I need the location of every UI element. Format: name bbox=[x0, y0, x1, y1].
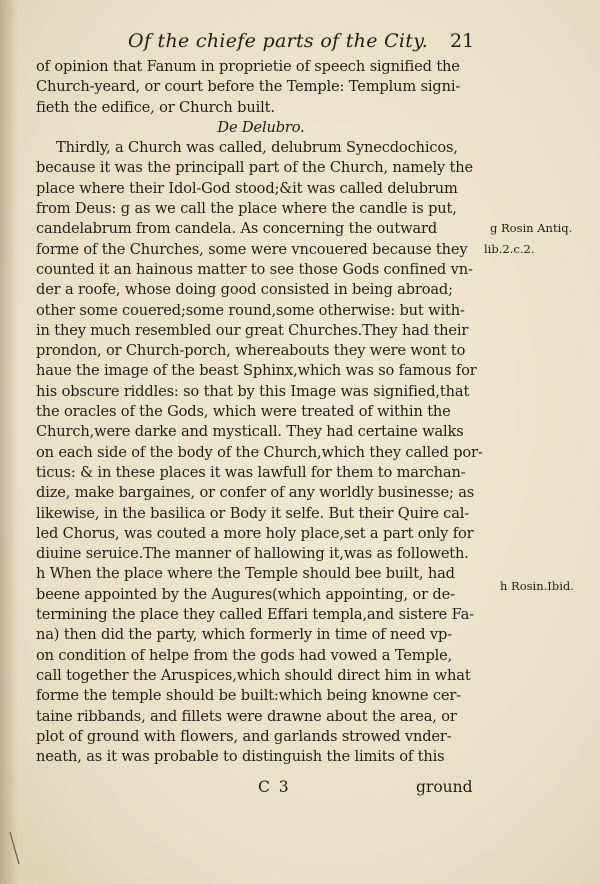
text-line: likewise, in the basilica or Body it selfe. But their Quire cal- bbox=[36, 504, 470, 522]
text-line: neath, as it was probable to distinguish the limits of this bbox=[36, 748, 445, 766]
text-line: termining the place they called Effari templa,and sistere Fa- bbox=[36, 606, 474, 624]
text-line: candelabrum from candela. As concerning the outward bbox=[36, 220, 438, 238]
text-line: counted it an hainous matter to see those Gods confined vn- bbox=[36, 260, 473, 278]
text-line: taine ribbands, and fillets were drawne about the area, or bbox=[36, 707, 457, 725]
text-line: Church-yeard, or court before the Temple: Templum signi- bbox=[36, 78, 461, 96]
text-line: because it was the principall part of the Church, namely the bbox=[36, 159, 473, 177]
text-line: forme of the Churches, some were vncouered because they bbox=[36, 240, 468, 258]
text-line: on condition of helpe from the gods had vowed a Temple, bbox=[36, 646, 453, 664]
text-line: dize, make bargaines, or confer of any worldly businesse; as bbox=[36, 484, 475, 502]
text-line: led Chorus, was couted a more holy place,set a part only for bbox=[36, 524, 474, 542]
text-line: na) then did the party, which formerly in time of need vp- bbox=[36, 626, 452, 644]
margin-note: h Rosin.Ibid. bbox=[500, 579, 574, 593]
text-line: beene appointed by the Augures(which appointing, or de- bbox=[36, 585, 455, 603]
text-line: on each side of the body of the Church,which they called por- bbox=[36, 443, 483, 461]
text-line: from Deus: g as we call the place where the candle is put, bbox=[36, 200, 457, 218]
section-heading: De Delubro. bbox=[217, 118, 305, 136]
page-header bbox=[0, 30, 600, 56]
running-head: Of the chiefe parts of the City. bbox=[128, 30, 429, 52]
signature-mark: C 3 bbox=[258, 778, 291, 796]
body-text bbox=[36, 57, 486, 767]
text-line: Thirdly, a Church was called, delubrum Synecdochicos, bbox=[56, 139, 458, 157]
text-line: of opinion that Fanum in proprietie of speech signified the bbox=[36, 58, 460, 75]
text-line: other some couered;some round,some otherwise: but with- bbox=[36, 301, 465, 319]
text-line: prondon, or Church-porch, whereabouts they were wont to bbox=[36, 342, 466, 360]
margin-note: g Rosin Antiq. bbox=[490, 221, 573, 235]
catchword: ground bbox=[416, 778, 473, 796]
text-line: haue the image of the beast Sphinx,which was so famous for bbox=[36, 362, 477, 380]
text-line: in they much resembled our great Churches.They had their bbox=[36, 321, 469, 339]
text-line: diuine seruice.The manner of hallowing it,was as followeth. bbox=[36, 545, 469, 563]
text-line: the oracles of the Gods, which were treated of within the bbox=[36, 403, 451, 421]
page-number: 21 bbox=[450, 30, 475, 52]
text-line: der a roofe, whose doing good consisted in being abroad; bbox=[36, 281, 453, 299]
text-line: plot of ground with flowers, and garlands strowed vnder- bbox=[36, 727, 452, 745]
gutter-shadow bbox=[0, 0, 18, 884]
text-line: Church,were darke and mysticall. They had certaine walks bbox=[36, 423, 464, 441]
text-line: fieth the edifice, or Church built. bbox=[36, 98, 275, 116]
text-line: place where their Idol-God stood;&it was called delubrum bbox=[36, 179, 458, 197]
text-line: his obscure riddles: so that by this Image was signified,that bbox=[36, 382, 470, 400]
text-line: h When the place where the Temple should bee built, had bbox=[36, 565, 455, 583]
text-line: call together the Aruspices,which should direct him in what bbox=[36, 666, 471, 684]
stray-pen-mark bbox=[8, 830, 22, 868]
margin-note: lib.2.c.2. bbox=[484, 242, 535, 256]
text-line: ticus: & in these places it was lawfull for them to marchan- bbox=[36, 463, 466, 481]
text-line: forme the temple should be built:which being knowne cer- bbox=[36, 687, 461, 705]
